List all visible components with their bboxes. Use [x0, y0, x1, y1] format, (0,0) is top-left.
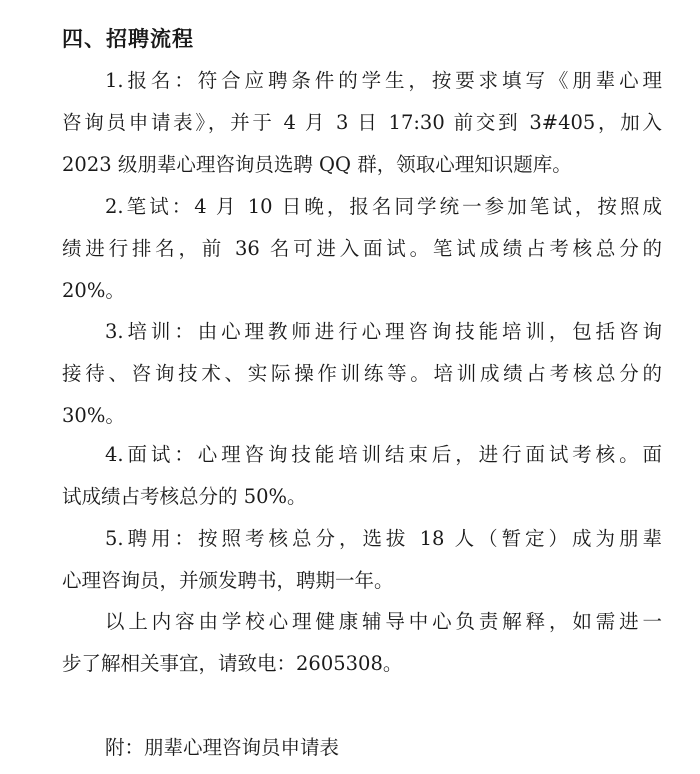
paragraph-training [62, 311, 662, 437]
paragraph-interview [62, 434, 662, 518]
paragraph-line: 30%。 [62, 404, 125, 427]
paragraph-line: 以上内容由学校心理健康辅导中心负责解释，如需进一 [105, 610, 662, 633]
paragraph-line: 绩进行排名，前 36 名可进入面试。笔试成绩占考核总分的 [62, 237, 662, 260]
paragraph-contact [62, 601, 662, 685]
paragraph-line: 心理咨询员，并颁发聘书，聘期一年。 [62, 569, 394, 592]
paragraph-line: 3.培训：由心理教师进行心理咨询技能培训，包括咨询 [105, 320, 662, 343]
section-heading: 四、招聘流程 [62, 27, 194, 51]
paragraph-line: 4.面试：心理咨询技能培训结束后，进行面试考核。面 [105, 443, 662, 466]
paragraph-registration [62, 60, 662, 186]
paragraph-line: 5.聘用：按照考核总分，选拔 18 人（暂定）成为朋辈 [105, 527, 662, 550]
appendix-note: 附：朋辈心理咨询员申请表 [105, 736, 340, 759]
paragraph-written-test [62, 186, 662, 312]
paragraph-line: 步了解相关事宜，请致电：2605308。 [62, 652, 403, 675]
paragraph-line: 20%。 [62, 279, 125, 302]
paragraph-line: 接待、咨询技术、实际操作训练等。培训成绩占考核总分的 [62, 362, 662, 385]
paragraph-line: 1.报名：符合应聘条件的学生，按要求填写《朋辈心理 [105, 69, 662, 92]
paragraph-line: 2.笔试：4 月 10 日晚，报名同学统一参加笔试，按照成 [105, 195, 662, 218]
paragraph-hiring [62, 518, 662, 602]
paragraph-line: 试成绩占考核总分的 50%。 [62, 485, 307, 508]
paragraph-line: 咨询员申请表》，并于 4 月 3 日 17:30 前交到 3#405，加入 [62, 111, 662, 134]
paragraph-line: 2023 级朋辈心理咨询员选聘 QQ 群，领取心理知识题库。 [62, 153, 572, 176]
